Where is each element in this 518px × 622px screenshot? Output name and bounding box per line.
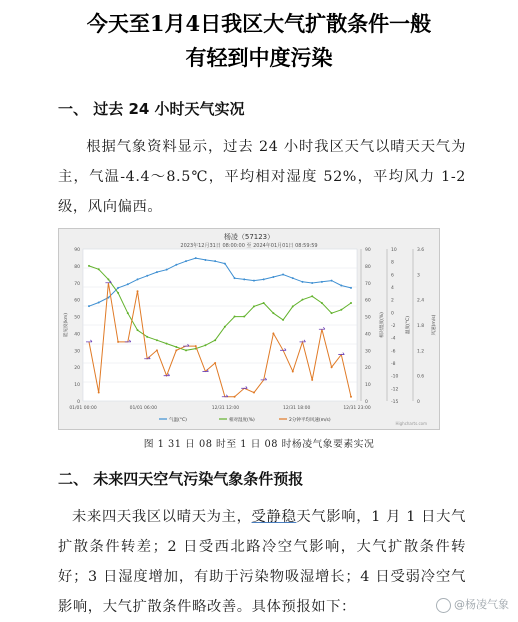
figure-caption: 图 1 31 日 08 时至 1 日 08 时杨凌气象要素实况: [143, 439, 375, 450]
series-point-3: [175, 349, 177, 351]
series-point-2: [98, 268, 100, 270]
series-point-2: [156, 339, 158, 341]
series-point-1: [137, 278, 139, 280]
section1-heading: 一、 过去 24 小时天气实况: [58, 100, 245, 118]
series-point-3: [214, 362, 216, 364]
section1-paragraph: [58, 132, 466, 222]
left-axis-tick: 90: [74, 248, 80, 253]
series-point-1: [263, 278, 265, 280]
left-axis-tick: 50: [74, 315, 80, 321]
weather-chart-figure: [58, 228, 440, 430]
chart-title: 杨凌（57123）: [223, 233, 275, 241]
humidity-axis-tick: 60: [365, 298, 371, 304]
legend-humidity: 相对湿度(%): [229, 418, 255, 423]
temperature-axis-title: 温度(°C): [406, 316, 411, 334]
humidity-axis-tick: 40: [365, 332, 371, 338]
series-point-1: [98, 302, 100, 304]
left-axis-tick: 70: [74, 281, 80, 287]
section2-text-after: 天气影响，1 月 1 日大气扩散条件转差；2 日受西北路冷空气影响，大气扩散条件转好；3 日湿度增加，有助于污染物吸湿增长；4 日受弱冷空气影响，大气扩散条件略改善。具体预报如下：: [58, 509, 466, 615]
left-axis-tick: 10: [74, 383, 80, 389]
humidity-axis-tick: 80: [365, 264, 371, 270]
left-axis-tick: 0: [77, 400, 80, 405]
series-point-1: [340, 284, 342, 286]
temperature-axis-tick: -12: [391, 387, 399, 393]
series-point-1: [185, 260, 187, 262]
section1-text: 根据气象资料显示，过去 24 小时我区天气以晴天天气为主，气温-4.4～8.5℃，平均相对湿度 52%，平均风力 1-2 级，风向偏西。: [58, 139, 466, 215]
weather-chart: [59, 229, 439, 429]
series-point-2: [301, 299, 303, 301]
series-point-2: [234, 316, 236, 318]
series-point-1: [195, 257, 197, 259]
series-point-3: [253, 392, 255, 394]
series-point-2: [350, 302, 352, 304]
weibo-icon: [436, 598, 451, 613]
wind-axis-tick: 3.6: [417, 248, 425, 253]
left-axis-tick: 80: [74, 264, 80, 270]
wind-axis-tick: 3: [417, 273, 420, 279]
section2-text-before: 未来四天我区以晴天为主，: [72, 509, 252, 525]
series-point-2: [107, 278, 109, 280]
series-point-3: [98, 392, 100, 394]
series-point-2: [243, 316, 245, 318]
series-point-2: [331, 312, 333, 314]
series-point-1: [301, 281, 303, 283]
series-point-1: [107, 297, 109, 299]
series-point-2: [127, 312, 129, 314]
series-point-2: [117, 292, 119, 294]
temperature-axis-tick: -8: [391, 362, 396, 367]
series-point-1: [127, 283, 129, 285]
series-point-2: [88, 265, 90, 267]
wind-axis-title: 风速(m/s): [432, 314, 437, 336]
x-axis-tick: 12/31 12:00: [211, 406, 240, 411]
temperature-axis-tick: -15: [391, 400, 399, 405]
series-point-1: [204, 259, 206, 261]
temperature-axis-tick: 8: [391, 260, 394, 266]
series-point-3: [311, 379, 313, 381]
series-point-2: [321, 302, 323, 304]
series-point-2: [185, 349, 187, 351]
chart-subtitle: 2023年12月31日 08:00:00 至 2024年01月01日 08:59:59: [180, 243, 318, 249]
x-axis-tick: 12/31 23:00: [343, 406, 371, 411]
series-point-3: [156, 349, 158, 351]
series-point-1: [234, 277, 236, 279]
legend-temperature: 气温(°C): [169, 418, 187, 423]
humidity-axis-tick: 20: [365, 366, 371, 372]
temperature-axis-tick: 10: [391, 248, 397, 253]
series-point-2: [292, 305, 294, 307]
humidity-axis-tick: 70: [365, 281, 371, 287]
watermark-text: @杨凌气象: [454, 598, 509, 611]
series-point-1: [253, 280, 255, 282]
series-point-3: [195, 345, 197, 347]
series-point-1: [321, 281, 323, 283]
humidity-axis-tick: 10: [365, 383, 371, 389]
humidity-axis-tick: 0: [365, 400, 368, 405]
series-point-2: [263, 302, 265, 304]
temperature-axis-tick: -6: [391, 349, 396, 355]
left-axis-tick: 40: [74, 332, 80, 338]
humidity-axis-tick: 90: [365, 248, 371, 253]
temperature-axis-tick: 6: [391, 273, 394, 279]
legend-wind: 2分钟平均风速(m/s): [289, 418, 331, 423]
temperature-axis-tick: -10: [391, 374, 399, 380]
series-point-2: [175, 346, 177, 348]
section2-text-underlined: 受静稳: [251, 509, 297, 525]
doc-title-line2: 有轻到中度污染: [185, 45, 333, 70]
x-axis-tick: 01/01 00:00: [69, 406, 97, 411]
series-point-1: [350, 287, 352, 289]
wind-axis-tick: 1.8: [417, 324, 425, 329]
series-point-1: [166, 269, 168, 271]
series-point-2: [253, 305, 255, 307]
left-axis-tick: 20: [74, 366, 80, 372]
temperature-axis-tick: -2: [391, 324, 396, 329]
series-point-3: [292, 370, 294, 372]
x-axis-tick: 01/01 06:00: [129, 406, 157, 411]
series-point-1: [146, 275, 148, 277]
chart-credit: Highcharts.com: [395, 421, 427, 426]
series-point-2: [272, 312, 274, 314]
series-point-1: [88, 305, 90, 307]
series-point-2: [137, 329, 139, 331]
series-point-2: [340, 309, 342, 311]
wind-axis-tick: 1.2: [417, 349, 425, 355]
left-axis-tick: 30: [74, 349, 80, 355]
series-point-2: [166, 343, 168, 345]
temperature-axis-tick: 4: [391, 286, 394, 291]
series-point-2: [204, 344, 206, 346]
series-point-1: [292, 277, 294, 279]
series-point-1: [175, 264, 177, 266]
section2-paragraph: [58, 502, 466, 622]
wind-axis-tick: 2.4: [417, 298, 425, 304]
series-point-1: [117, 287, 119, 289]
series-point-3: [350, 396, 352, 398]
temperature-axis-tick: -4: [391, 336, 396, 342]
temperature-axis-tick: 2: [391, 298, 394, 304]
series-point-2: [311, 295, 313, 297]
series-point-3: [137, 290, 139, 292]
series-point-3: [234, 396, 236, 398]
series-point-3: [331, 366, 333, 368]
humidity-axis-tick: 30: [365, 349, 371, 355]
series-point-3: [272, 332, 274, 334]
series-point-2: [214, 339, 216, 341]
series-point-1: [331, 280, 333, 282]
left-axis-tick: 60: [74, 298, 80, 304]
humidity-axis-title: 相对湿度(%): [380, 312, 385, 338]
series-point-1: [224, 263, 226, 265]
series-point-3: [117, 341, 119, 343]
series-point-1: [243, 278, 245, 280]
visibility-axis-title: 能见度(km): [64, 312, 69, 338]
series-point-1: [272, 276, 274, 278]
wind-axis-tick: 0: [417, 400, 420, 405]
series-point-2: [146, 336, 148, 338]
series-point-1: [214, 260, 216, 262]
series-point-2: [224, 326, 226, 328]
series-point-1: [156, 271, 158, 273]
temperature-axis-tick: 0: [391, 311, 394, 317]
x-axis-tick: 12/31 18:00: [283, 406, 311, 411]
wind-axis-tick: 0.6: [417, 374, 425, 380]
doc-title-line1: 今天至1月4日我区大气扩散条件一般: [86, 11, 432, 36]
series-point-1: [282, 274, 284, 276]
humidity-axis-tick: 50: [365, 315, 371, 321]
section2-heading: 二、 未来四天空气污染气象条件预报: [58, 470, 304, 488]
series-point-2: [282, 319, 284, 321]
watermark: [436, 596, 509, 613]
series-point-1: [311, 282, 313, 284]
